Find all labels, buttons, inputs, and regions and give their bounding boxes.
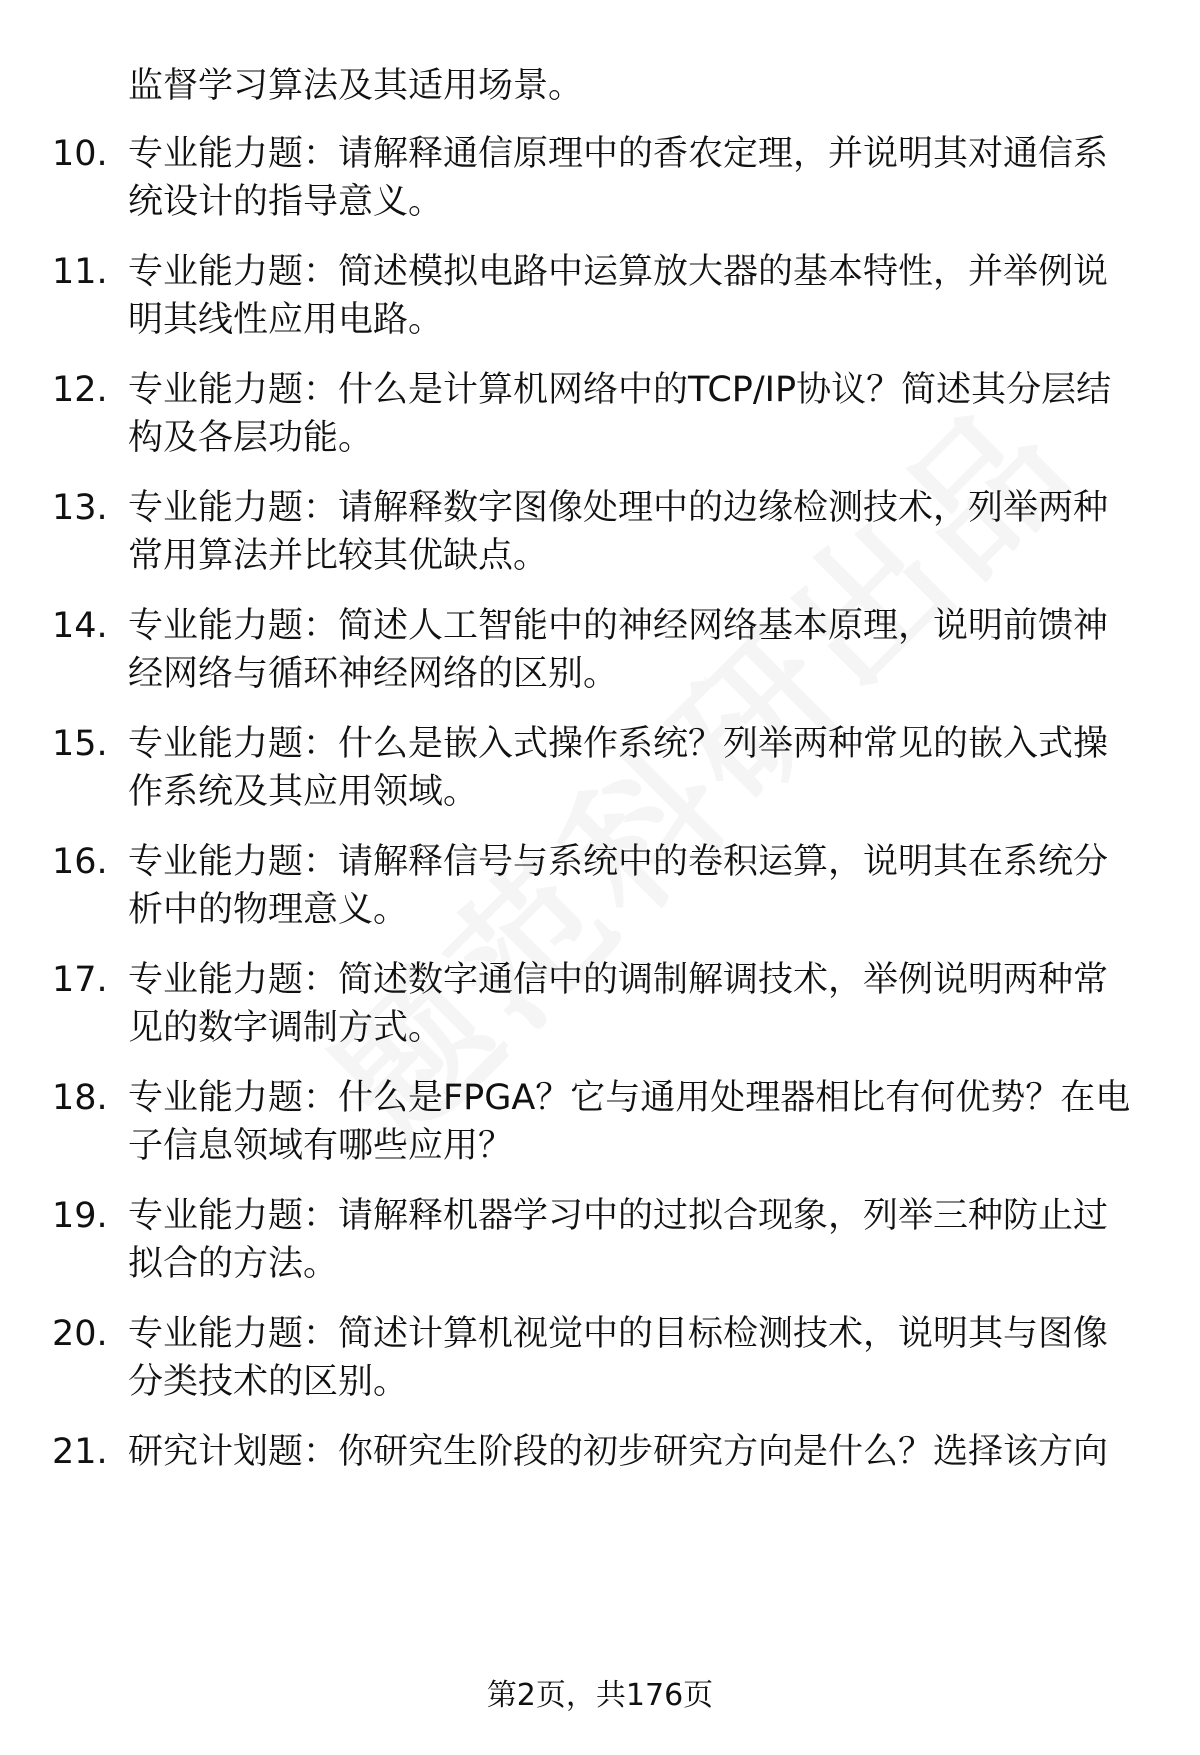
- item-number: 21.: [52, 1432, 108, 1472]
- item-text: 专业能力题：简述计算机视觉中的目标检测技术，说明其与图像分类技术的区别。: [128, 1314, 1109, 1402]
- item-number: 14.: [52, 606, 108, 646]
- item-number: 20.: [52, 1314, 108, 1354]
- item-number: 18.: [52, 1078, 108, 1118]
- continuation-text: 监督学习算法及其适用场景。: [128, 66, 584, 106]
- item-number: 11.: [52, 252, 108, 292]
- item-text: 专业能力题：请解释通信原理中的香农定理，并说明其对通信系统设计的指导意义。: [128, 134, 1109, 222]
- item-text: 专业能力题：简述数字通信中的调制解调技术，举例说明两种常见的数字调制方式。: [128, 960, 1109, 1048]
- item-number: 15.: [52, 724, 108, 764]
- item-text: 专业能力题：请解释信号与系统中的卷积运算，说明其在系统分析中的物理意义。: [128, 842, 1109, 930]
- item-text: 专业能力题：简述模拟电路中运算放大器的基本特性，并举例说明其线性应用电路。: [128, 252, 1109, 340]
- item-number: 10.: [52, 134, 108, 174]
- item-number: 12.: [52, 370, 108, 410]
- item-number: 17.: [52, 960, 108, 1000]
- item-text: 专业能力题：什么是嵌入式操作系统？列举两种常见的嵌入式操作系统及其应用领域。: [128, 724, 1109, 812]
- item-text: 专业能力题：请解释机器学习中的过拟合现象，列举三种防止过拟合的方法。: [128, 1196, 1109, 1284]
- item-number: 13.: [52, 488, 108, 528]
- page-footer: 第2页，共176页: [486, 1678, 714, 1713]
- item-text: 专业能力题：请解释数字图像处理中的边缘检测技术，列举两种常用算法并比较其优缺点。: [128, 488, 1109, 576]
- item-text: 专业能力题：什么是FPGA？它与通用处理器相比有何优势？在电子信息领域有哪些应用？: [128, 1078, 1131, 1166]
- item-text: 研究计划题：你研究生阶段的初步研究方向是什么？选择该方向: [128, 1432, 1109, 1472]
- item-number: 19.: [52, 1196, 108, 1236]
- item-text: 专业能力题：简述人工智能中的神经网络基本原理，说明前馈神经网络与循环神经网络的区别。: [128, 606, 1109, 694]
- item-text: 专业能力题：什么是计算机网络中的TCP/IP协议？简述其分层结构及各层功能。: [128, 370, 1112, 458]
- item-number: 16.: [52, 842, 108, 882]
